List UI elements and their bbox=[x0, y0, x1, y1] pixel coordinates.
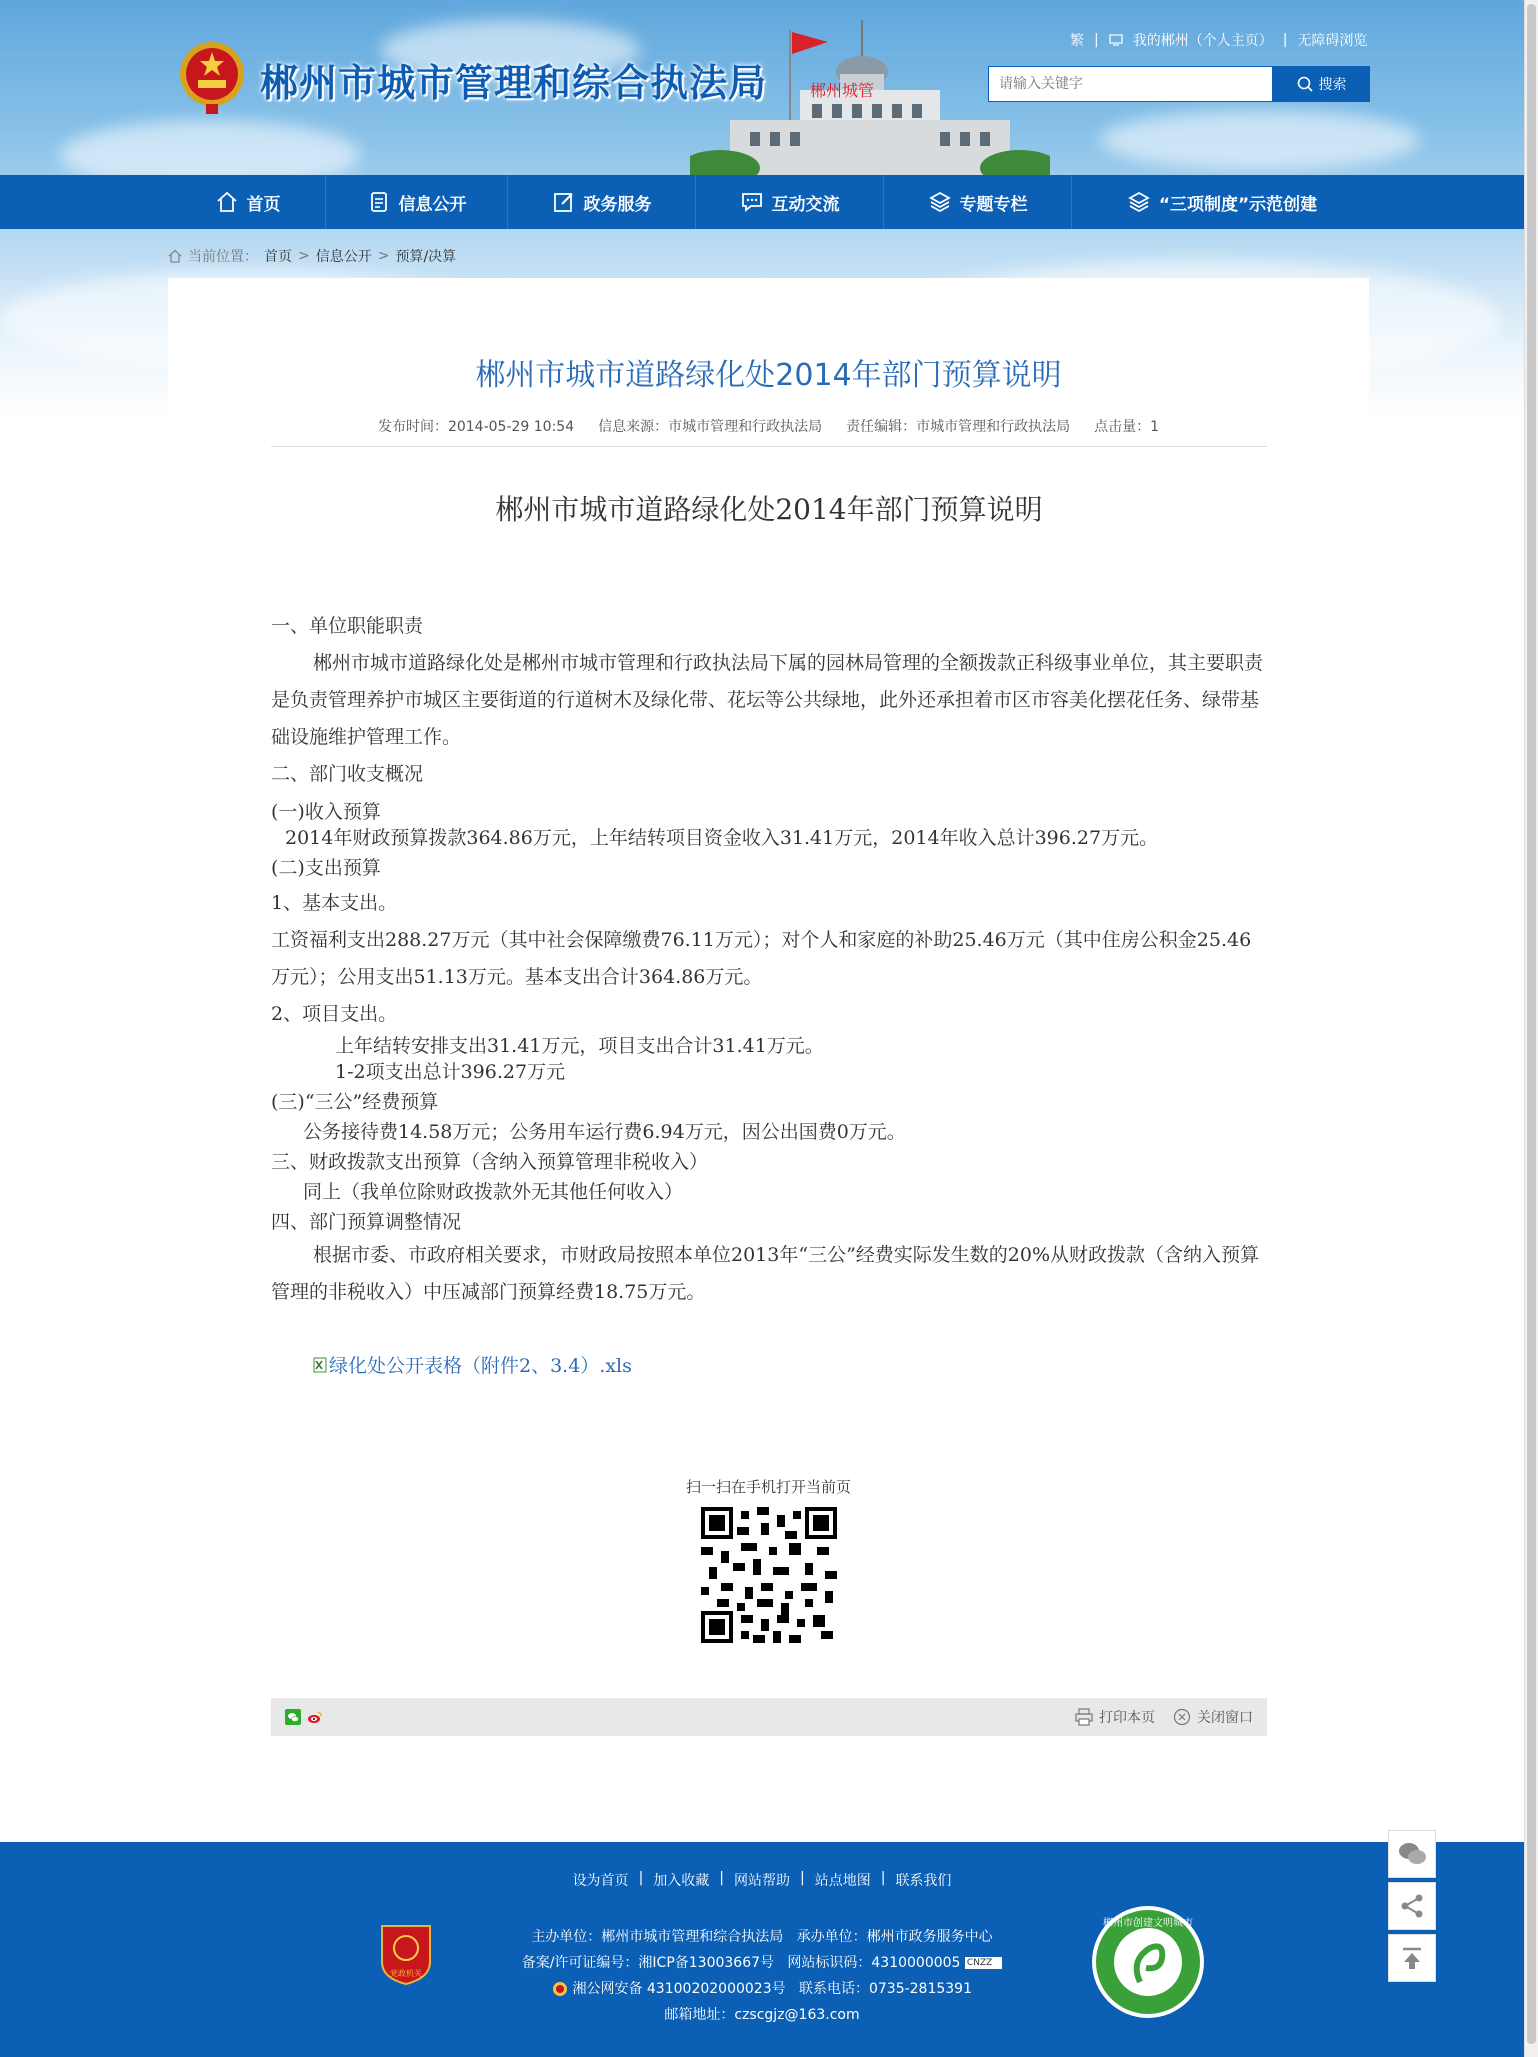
add-favorite-link[interactable]: 加入收藏 bbox=[653, 1873, 710, 1889]
traditional-chinese-link[interactable]: 繁 bbox=[1070, 33, 1084, 49]
sponsor: 主办单位：郴州市城市管理和综合执法局 bbox=[531, 1929, 784, 1945]
sub-heading: 2、项目支出。 bbox=[271, 1003, 398, 1025]
paragraph: 同上（我单位除财政拨款外无其他任何收入） bbox=[303, 1181, 684, 1203]
side-tools bbox=[1388, 1830, 1436, 1982]
breadcrumb-separator: > bbox=[298, 248, 310, 264]
excel-file-icon bbox=[313, 1357, 327, 1373]
site-footer bbox=[0, 1842, 1524, 2057]
undertaker: 承办单位：郴州市政务服务中心 bbox=[796, 1929, 993, 1945]
site-id-label: 网站标识码： bbox=[787, 1955, 872, 1971]
wechat-float-button[interactable] bbox=[1388, 1830, 1436, 1878]
phone: 联系电话：0735-2815391 bbox=[798, 1981, 972, 1997]
share-icon bbox=[1399, 1893, 1425, 1919]
paragraph: 2014年财政预算拨款364.86万元，上年结转项目资金收入31.41万元，2014年收入总计396.27万元。 bbox=[285, 827, 1159, 849]
search-box bbox=[988, 66, 1370, 102]
attachment-label: 绿化处公开表格（附件2、3.4）.xls bbox=[329, 1355, 632, 1377]
paragraph: 工资福利支出288.27万元（其中社会保障缴费76.11万元）；对个人和家庭的补助25.46万元（其中住房公积金25.46万元）；公用支出51.13万元。基本支出合计364.86万元。 bbox=[271, 929, 1252, 988]
nav-item-three-systems[interactable]: “三项制度”示范创建 bbox=[1072, 175, 1372, 229]
accessibility-link[interactable]: 无障碍浏览 bbox=[1297, 33, 1368, 49]
site-map-link[interactable]: 站点地图 bbox=[814, 1873, 871, 1889]
breadcrumb-info-link[interactable]: 信息公开 bbox=[315, 249, 372, 265]
close-window-button[interactable] bbox=[1173, 1707, 1253, 1727]
edit-icon bbox=[552, 190, 576, 214]
national-emblem-icon bbox=[176, 36, 248, 116]
icp-number[interactable]: 湘ICP备13003667号 bbox=[638, 1955, 775, 1971]
arrow-up-icon bbox=[1399, 1945, 1425, 1971]
nav-item-interaction[interactable]: 互动交流 bbox=[696, 175, 884, 229]
top-links: 繁 | 我的郴州（个人主页） | 无障碍浏览 bbox=[1070, 32, 1368, 49]
breadcrumb-separator: > bbox=[377, 248, 390, 264]
police-record[interactable]: 湘公网安备 43100202000023号 bbox=[572, 1981, 786, 1997]
site-header bbox=[0, 0, 1524, 175]
page-scrollbar[interactable] bbox=[1524, 0, 1538, 2057]
sub-heading: (二)支出预算 bbox=[271, 857, 381, 879]
nav-item-special-topics[interactable]: 专题专栏 bbox=[884, 175, 1072, 229]
footer-links: 设为首页 | 加入收藏 | 网站帮助 | 站点地图 | 联系我们 bbox=[572, 1870, 952, 1889]
editor: 责任编辑：市城市管理和行政执法局 bbox=[846, 419, 1071, 435]
monitor-icon bbox=[1109, 34, 1123, 46]
personal-homepage-link[interactable]: 我的郴州（个人主页） bbox=[1132, 33, 1273, 49]
police-badge-icon bbox=[552, 1981, 568, 1997]
section-heading: 一、单位职能职责 bbox=[271, 615, 424, 637]
contact-us-link[interactable]: 联系我们 bbox=[895, 1873, 952, 1889]
breadcrumb bbox=[168, 246, 456, 266]
layers-icon bbox=[928, 190, 952, 214]
search-input[interactable] bbox=[988, 66, 1273, 102]
breadcrumb-prefix: 当前位置： bbox=[188, 249, 258, 265]
article-title: 郴州市城市道路绿化处2014年部门预算说明 bbox=[475, 358, 1062, 393]
article-body bbox=[271, 488, 1267, 1378]
meta-divider bbox=[271, 446, 1267, 447]
doc-title: 郴州市城市道路绿化处2014年部门预算说明 bbox=[495, 493, 1043, 526]
close-window-label: 关闭窗口 bbox=[1197, 1710, 1253, 1726]
site-id: 4310000005 bbox=[871, 1955, 961, 1971]
nav-item-info-disclosure[interactable]: 信息公开 bbox=[326, 175, 508, 229]
article-meta bbox=[168, 416, 1369, 436]
badge-left-label: 党政机关 bbox=[390, 1969, 422, 1978]
qr-code bbox=[701, 1507, 837, 1643]
breadcrumb-budget-link[interactable]: 预算/决算 bbox=[395, 249, 457, 265]
paragraph: 公务接待费14.58万元；公务用车运行费6.94万元，因公出国费0万元。 bbox=[303, 1121, 906, 1143]
breadcrumb-home-link[interactable]: 首页 bbox=[264, 249, 292, 265]
nav-item-home[interactable]: 首页 bbox=[170, 175, 326, 229]
document-icon bbox=[367, 190, 391, 214]
scrollbar-thumb[interactable] bbox=[1527, 4, 1536, 2044]
wechat-icon bbox=[1397, 1841, 1427, 1867]
chat-icon bbox=[740, 190, 764, 214]
search-button[interactable] bbox=[1273, 66, 1370, 102]
home-icon bbox=[168, 249, 182, 263]
close-icon bbox=[1173, 1708, 1191, 1726]
site-title: 郴州市城市管理和综合执法局 bbox=[260, 61, 768, 105]
section-heading: 二、部门收支概况 bbox=[271, 763, 424, 785]
weibo-share-icon[interactable] bbox=[307, 1709, 323, 1725]
building-sign: 郴州城管 bbox=[810, 81, 875, 100]
click-count: 点击量：1 bbox=[1094, 419, 1160, 435]
search-icon bbox=[1297, 76, 1313, 92]
layers-icon bbox=[1127, 190, 1151, 214]
content-panel bbox=[168, 278, 1369, 1808]
paragraph: 上年结转安排支出31.41万元，项目支出合计31.41万元。 bbox=[335, 1035, 824, 1057]
qr-label: 扫一扫在手机打开当前页 bbox=[685, 1478, 851, 1496]
section-heading: 三、财政拨款支出预算（含纳入预算管理非税收入） bbox=[271, 1151, 709, 1173]
civilized-city-badge-icon[interactable] bbox=[1090, 1904, 1206, 2020]
set-homepage-link[interactable]: 设为首页 bbox=[572, 1873, 629, 1889]
printer-icon bbox=[1075, 1708, 1093, 1726]
paragraph: 郴州市城市道路绿化处是郴州市城市管理和行政执法局下属的园林局管理的全额拨款正科级事业单位，其主要职责是负责管理养护市城区主要街道的行道树木及绿化带、花坛等公共绿地，此外还承担着市区市容美化摆花任务、绿带基础设施维护管理工作。 bbox=[271, 652, 1264, 748]
share-float-button[interactable] bbox=[1388, 1882, 1436, 1930]
main-nav bbox=[0, 175, 1524, 229]
icp-label: 备案/许可证编号： bbox=[521, 1955, 639, 1971]
site-help-link[interactable]: 网站帮助 bbox=[734, 1873, 790, 1889]
paragraph: 1-2项支出总计396.27万元 bbox=[335, 1061, 566, 1083]
share-bar bbox=[271, 1698, 1267, 1736]
sub-heading: 1、基本支出。 bbox=[271, 892, 398, 914]
sub-heading: (一)收入预算 bbox=[271, 801, 381, 823]
print-label: 打印本页 bbox=[1099, 1710, 1155, 1726]
print-button[interactable] bbox=[1075, 1707, 1155, 1727]
paragraph: 根据市委、市政府相关要求，市财政局按照本单位2013年“三公”经费实际发生数的20%从财政拨款（含纳入预算管理的非税收入）中压减部门预算经费18.75万元。 bbox=[271, 1244, 1260, 1303]
home-icon bbox=[215, 190, 239, 214]
publish-time: 发布时间：2014-05-29 10:54 bbox=[377, 419, 575, 435]
sub-heading: (三)“三公”经费预算 bbox=[271, 1091, 439, 1113]
section-heading: 四、部门预算调整情况 bbox=[271, 1211, 462, 1233]
info-source: 信息来源：市城市管理和行政执法局 bbox=[598, 419, 823, 435]
back-to-top-button[interactable] bbox=[1388, 1934, 1436, 1982]
footer-info bbox=[0, 1924, 1524, 2028]
wechat-share-icon[interactable] bbox=[285, 1709, 301, 1725]
nav-item-gov-services[interactable]: 政务服务 bbox=[508, 175, 696, 229]
email: 邮箱地址：czscgjz@163.com bbox=[664, 2007, 860, 2023]
attachment-link[interactable] bbox=[271, 1351, 1267, 1378]
qr-block bbox=[168, 1476, 1369, 1647]
cnzz-badge[interactable]: CNZZ bbox=[965, 1957, 1002, 1969]
badge-right-label: 郴州市创建文明城市 bbox=[1103, 1918, 1193, 1929]
search-button-label: 搜索 bbox=[1318, 77, 1347, 93]
